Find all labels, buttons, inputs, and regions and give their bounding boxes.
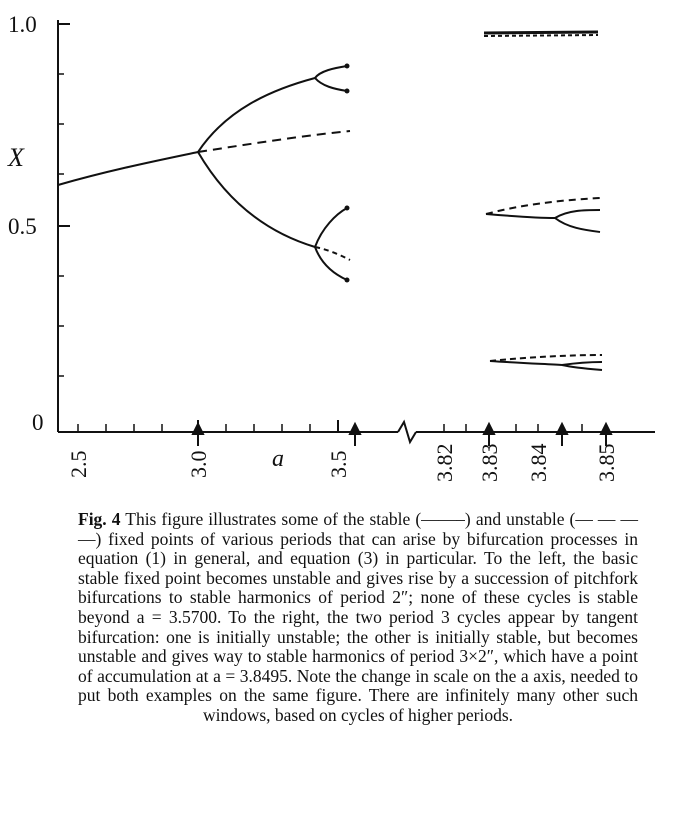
x-tick-label-3-85: 3.85 xyxy=(594,443,619,482)
x-axis-label: a xyxy=(272,446,284,472)
p3-top-dashed xyxy=(484,35,598,36)
figure-caption xyxy=(78,510,638,726)
period-4-lower-a xyxy=(315,208,347,247)
p3-top-band xyxy=(484,32,598,33)
p3-middle-dashed xyxy=(486,198,600,214)
p3-bottom-stable xyxy=(490,361,562,365)
y-tick-label-0: 0 xyxy=(32,410,44,435)
period-3-window xyxy=(484,32,602,370)
x-tick-label-3-5: 3.5 xyxy=(326,450,351,478)
caption-fig-label: Fig. 4 xyxy=(78,509,121,529)
period-2-upper-branch xyxy=(198,78,315,152)
x-tick-label-3-82: 3.82 xyxy=(432,443,457,482)
period-2-lower-branch xyxy=(198,152,315,247)
y-tick-label-05: 0.5 xyxy=(8,214,37,239)
p3-bottom-lower xyxy=(562,365,602,370)
period-4-upper-a xyxy=(315,66,347,78)
left-bifurcation-curves xyxy=(58,66,350,280)
x-tick-label-3-83: 3.83 xyxy=(477,443,502,482)
p3-bottom-dashed xyxy=(490,355,602,361)
p3-middle-stable xyxy=(486,214,555,218)
unstable-fixed-point-line xyxy=(198,131,350,152)
p3-middle-upper xyxy=(555,210,600,218)
x-tick-label-3-0: 3.0 xyxy=(186,450,211,478)
x-minor-ticks xyxy=(78,424,582,432)
caption-text: This figure illustrates some of the stable (——–) and unstable (— — — —) fixed points of various periods that can arise by bifurcation processes in equation (1) in general, and equation (3) in particular. To the left, the basic stable fixed point becomes unstable and gives rise by a succession of pitchfork bifurcations to stable harmonics of period 2″; none of these cycles is stable beyond a = 3.5700. To the right, the two period 3 cycles appear by tangent bifurcation: one is initially unstable; the other is initially stable, but becomes unstable and gives way to stable harmonics of period 3×2″, which have a point of accumulation at a = 3.8495. Note the change in scale on the a axis, needed to put both examples on the same figure. There are infinitely many other such windows, based on cycles of higher periods. xyxy=(78,509,638,725)
y-axis-label: X xyxy=(8,143,24,172)
bifurcation-arrows xyxy=(193,424,611,446)
x-tick-label-3-84: 3.84 xyxy=(526,443,551,482)
stable-fixed-point-line xyxy=(58,152,198,185)
period-8-dots xyxy=(345,64,350,283)
p3-bottom-upper xyxy=(562,362,602,365)
axis-break xyxy=(398,422,416,442)
x-tick-label-2-5: 2.5 xyxy=(66,450,91,478)
period-4-lower-b xyxy=(315,247,347,280)
p3-middle-lower xyxy=(555,218,600,232)
period-4-upper-b xyxy=(315,78,347,91)
y-tick-label-1: 1.0 xyxy=(8,12,37,37)
